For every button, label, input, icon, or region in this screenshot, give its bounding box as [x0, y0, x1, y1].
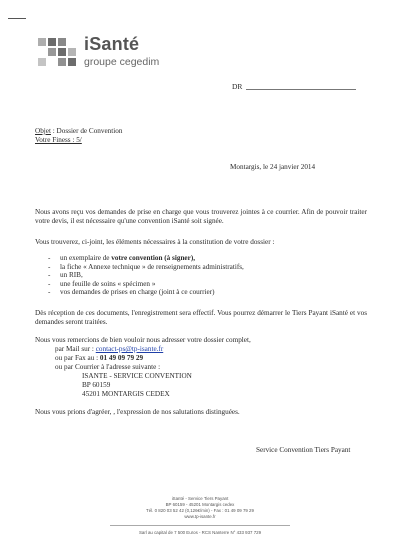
isante-logo-icon: [38, 36, 78, 72]
bullet-dash: -: [48, 262, 51, 271]
footer-legal: Sarl au capital de 7 500 Euros - RCS Nanterre N° 433 937 729: [138, 530, 262, 535]
date-line: Montargis, le 24 janvier 2014: [230, 163, 316, 171]
list-item: - la fiche « Annexe technique » de renseignements administratifs,: [48, 262, 244, 271]
punch-mark: [8, 18, 26, 19]
fax-number: 01 49 09 79 29: [99, 354, 144, 362]
brand-name: iSanté: [84, 34, 140, 54]
list-item: - un RIB,: [48, 271, 83, 280]
footer-divider: [110, 525, 290, 526]
documents-list: [48, 254, 244, 297]
convention-emphasis: votre convention (à signer),: [111, 254, 196, 262]
address-line-2: BP 60159: [82, 381, 111, 389]
signature: Service Convention Tiers Payant: [256, 446, 351, 454]
subject-line: [35, 127, 122, 136]
bullet-dash: -: [48, 271, 51, 280]
list-item: - un exemplaire de votre convention (à signer),: [48, 254, 196, 262]
email-link[interactable]: contact-ps@tp-isante.fr: [95, 345, 164, 353]
contact-fax: ou par Fax au : 01 49 09 79 29: [55, 354, 144, 362]
footer-line: iSanté - Service Tiers Payant: [171, 496, 229, 501]
bullet-dash: -: [48, 279, 51, 288]
address-line-3: 45201 MONTARGIS CEDEX: [82, 390, 170, 398]
list-item: - une feuille de soins « spécimen »: [48, 279, 156, 288]
footer-line: BP 60159 - 45201 Montargis cedex: [165, 502, 235, 507]
paragraph-reception: Dès réception de ces documents, l'enregistrement sera effectif. Vous pourrez démarrer le Tiers Payant iSanté et vos demandes seront traitées.: [35, 309, 367, 326]
finess-line: Votre Finess : 5/: [35, 136, 82, 144]
recipient-line: [246, 89, 356, 90]
bullet-dash: -: [48, 288, 51, 297]
address-line-1: ISANTE - SERVICE CONVENTION: [82, 372, 192, 380]
contact-post: ou par Courrier à l'adresse suivante :: [55, 363, 161, 371]
footer-website: www.tp-isante.fr: [184, 514, 216, 519]
paragraph-documents: Vous trouverez, ci-joint, les éléments nécessaires à la constitution de votre dossier :: [35, 238, 275, 246]
subject-label: Objet: [35, 127, 51, 135]
subject-text: : Dossier de Convention: [50, 127, 123, 135]
brand-subtitle: groupe cegedim: [84, 56, 160, 68]
recipient-prefix: DR: [232, 82, 243, 91]
paragraph-thanks: Nous vous remercions de bien vouloir nous adresser votre dossier complet,: [35, 336, 251, 344]
bullet-dash: -: [48, 254, 51, 262]
closing-paragraph: Nous vous prions d'agréer, , l'expression de nos salutations distinguées.: [35, 408, 240, 416]
contact-mail: par Mail sur : contact-ps@tp-isante.fr: [55, 345, 164, 353]
list-item: - vos demandes de prises en charge (joint à ce courrier): [48, 288, 215, 297]
paragraph-intro: Nous avons reçu vos demandes de prise en charge que vous trouverez jointes à ce courrier. Afin de pouvoir traiter votre devis, il est nécessaire qu'une convention iSanté soit signée.: [35, 208, 367, 225]
footer-line: Tél. 0 820 03 52 42 (0,126€/min) - Fax : 01 49 09 79 29: [146, 508, 254, 513]
